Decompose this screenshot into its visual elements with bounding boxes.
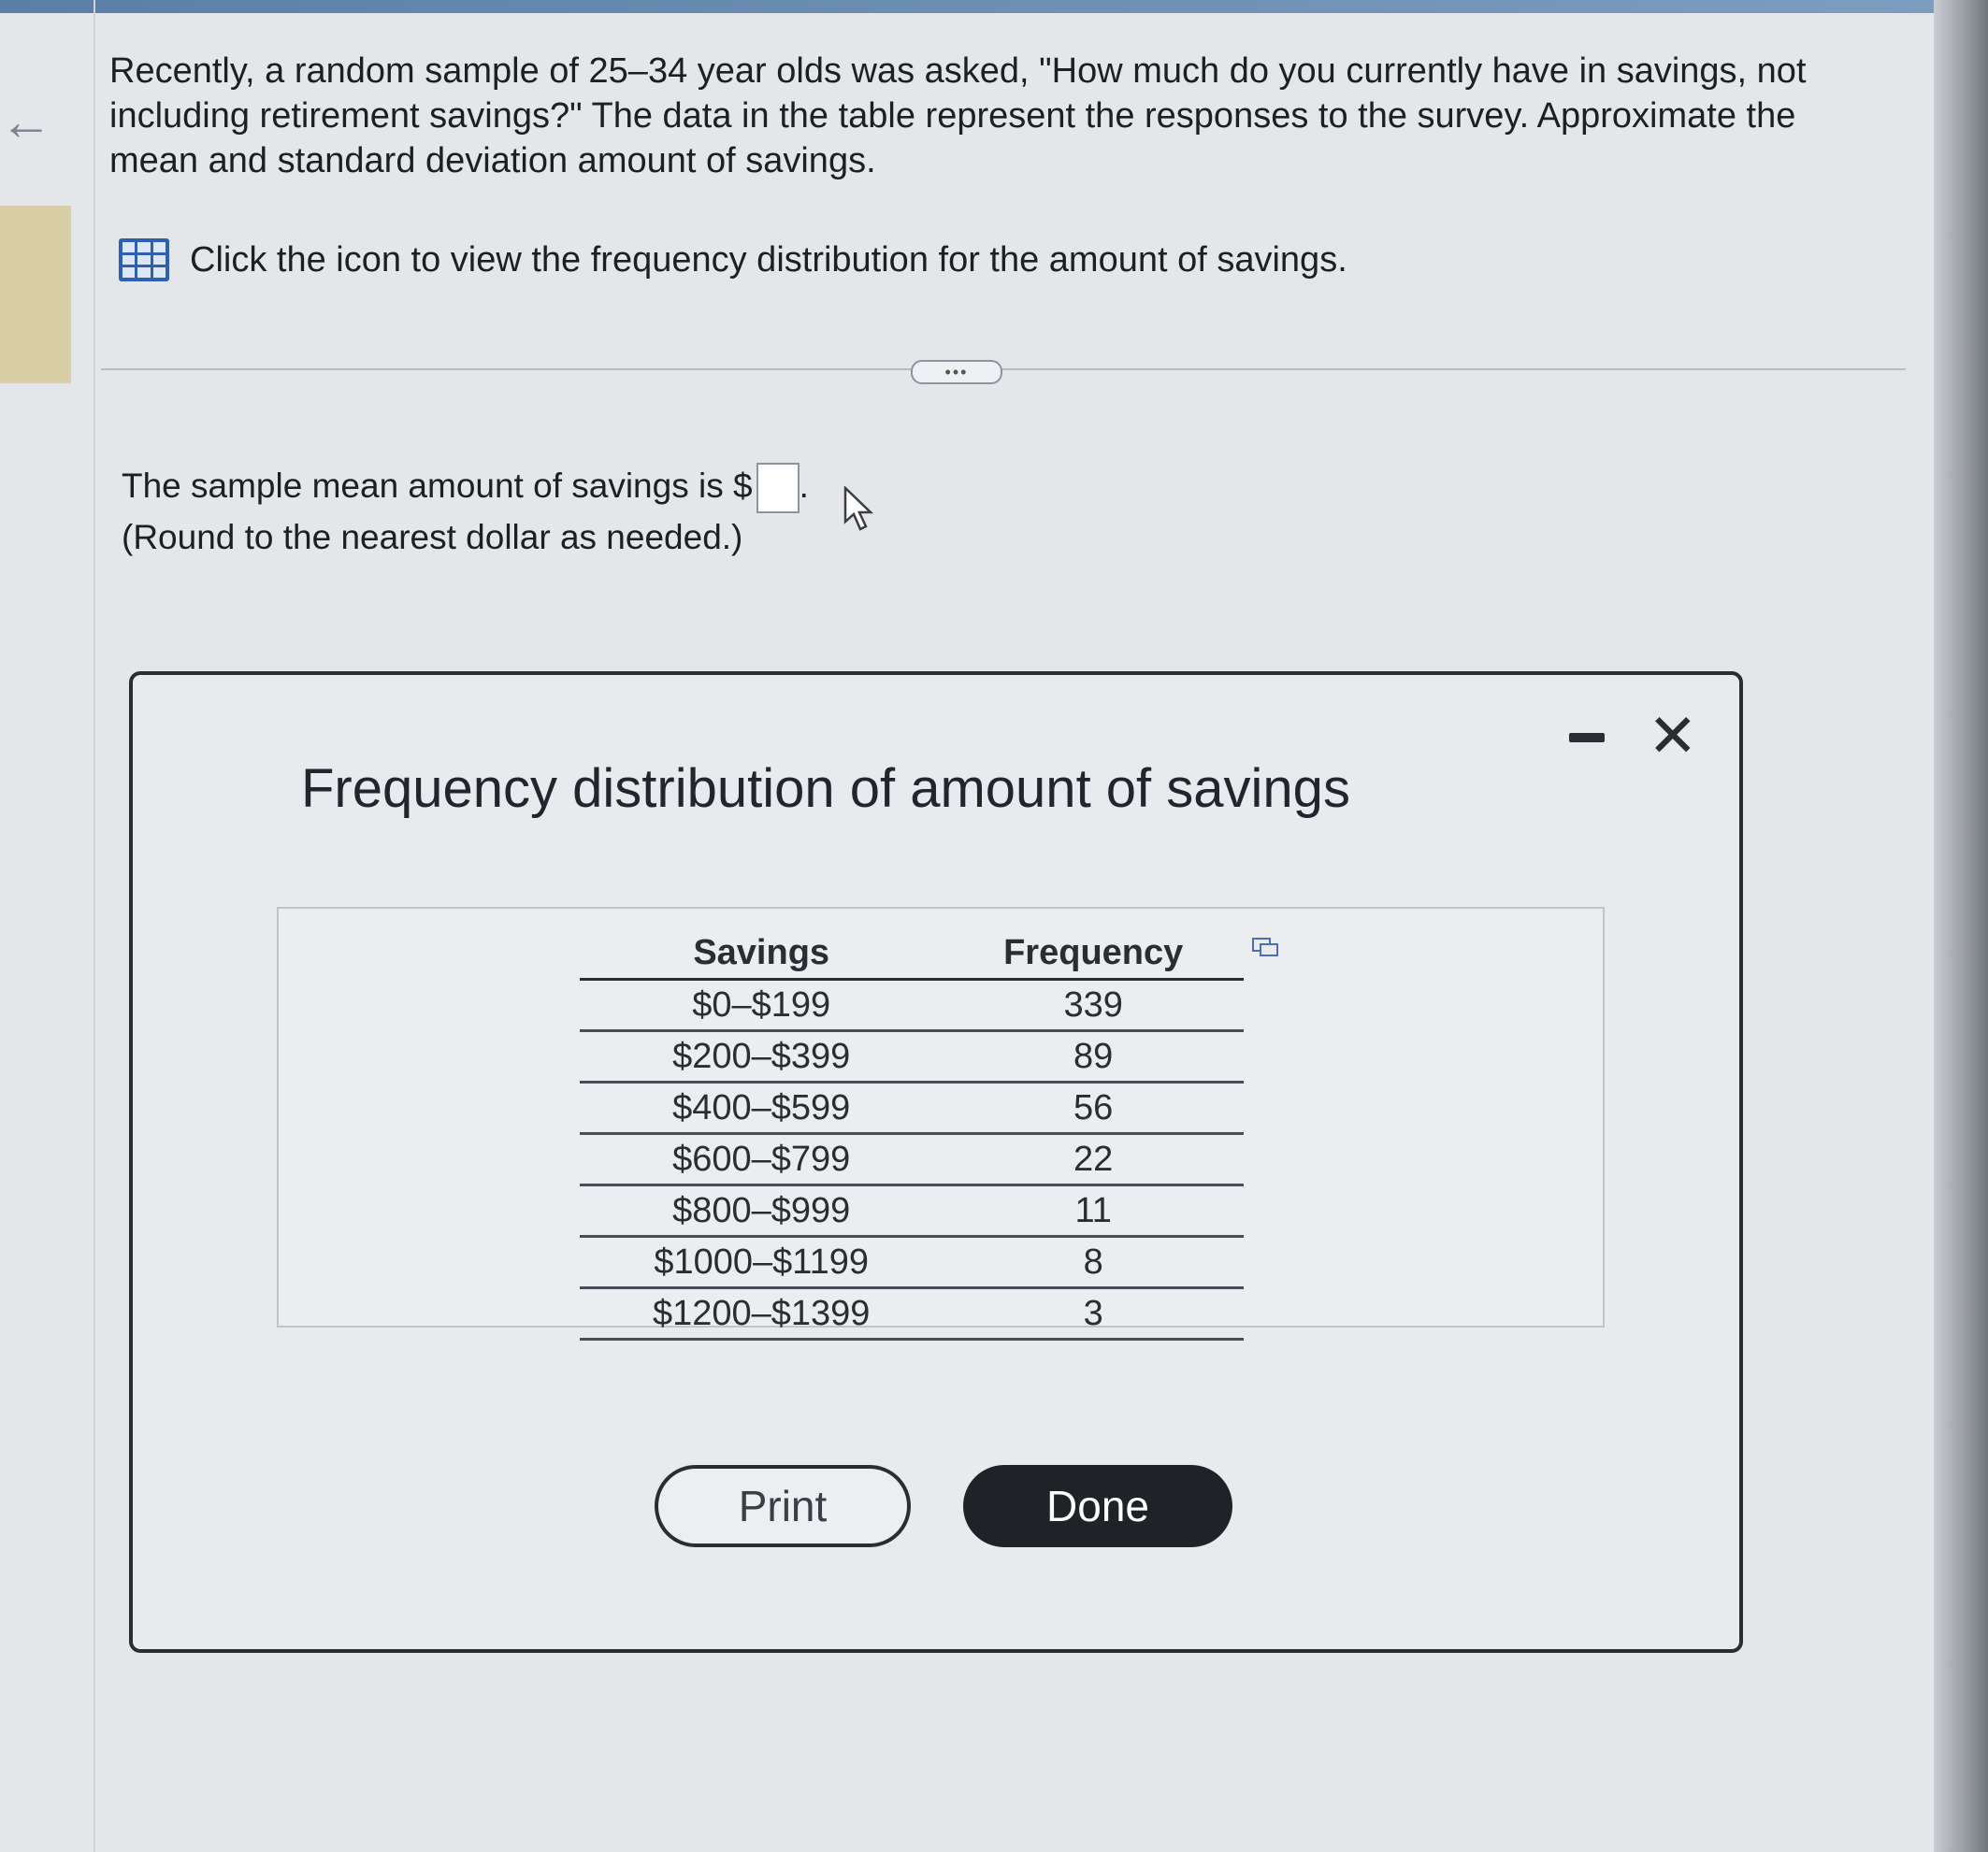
answer-suffix: .	[799, 467, 809, 505]
left-sidebar-tab[interactable]	[0, 206, 71, 383]
frequency-icon-row	[119, 234, 1347, 286]
close-icon[interactable]: ✕	[1648, 702, 1698, 769]
frequency-table	[580, 927, 1244, 1341]
back-arrow-icon[interactable]: ←	[0, 92, 52, 151]
print-button[interactable]: Print	[655, 1465, 911, 1547]
frequency-cell: 89	[943, 1031, 1244, 1083]
frequency-cell: 11	[943, 1185, 1244, 1237]
table-row	[580, 1185, 1244, 1237]
frequency-cell: 56	[943, 1083, 1244, 1134]
mouse-cursor-icon	[842, 486, 879, 533]
table-header-row	[580, 927, 1244, 980]
table-frame	[277, 907, 1605, 1333]
window-right-edge	[1934, 0, 1988, 1852]
table-row	[580, 980, 1244, 1031]
table-row	[580, 1134, 1244, 1185]
table-row	[580, 1031, 1244, 1083]
table-row	[580, 1237, 1244, 1288]
content-left-border	[94, 0, 95, 1852]
frequency-cell: 8	[943, 1237, 1244, 1288]
savings-cell: $400–$599	[580, 1083, 943, 1134]
savings-cell: $600–$799	[580, 1134, 943, 1185]
frequency-cell: 339	[943, 980, 1244, 1031]
savings-cell: $1200–$1399	[580, 1288, 943, 1340]
column-header-frequency: Frequency	[943, 927, 1244, 980]
question-text: Recently, a random sample of 25–34 year olds was asked, "How much do you currently have in savings, not including retirement savings?" The data in the table represent the responses to the survey. Approximate the mean and standard deviation amount of savings.	[109, 51, 1807, 180]
frequency-dialog	[129, 671, 1743, 1653]
minimize-icon[interactable]	[1569, 733, 1605, 742]
table-row	[580, 1083, 1244, 1134]
column-header-savings: Savings	[580, 927, 943, 980]
mean-answer-input[interactable]	[756, 463, 800, 513]
dialog-title: Frequency distribution of amount of savings	[301, 758, 1350, 819]
done-button[interactable]: Done	[963, 1465, 1232, 1547]
answer-line	[122, 462, 809, 513]
savings-cell: $200–$399	[580, 1031, 943, 1083]
icon-prompt-text: Click the icon to view the frequency distribution for the amount of savings.	[190, 239, 1347, 280]
answer-prefix: The sample mean amount of savings is $	[122, 467, 753, 505]
top-strip	[0, 0, 1988, 13]
savings-cell: $1000–$1199	[580, 1237, 943, 1288]
frequency-cell: 22	[943, 1134, 1244, 1185]
section-divider	[101, 368, 1906, 370]
table-row	[580, 1288, 1244, 1340]
copy-icon[interactable]	[1251, 937, 1279, 957]
rounding-instruction: (Round to the nearest dollar as needed.)	[122, 518, 743, 557]
savings-cell: $0–$199	[580, 980, 943, 1031]
answer-section	[122, 462, 809, 562]
more-options-button[interactable]: •••	[911, 360, 1002, 384]
table-grid-icon[interactable]	[119, 238, 169, 281]
frequency-cell: 3	[943, 1288, 1244, 1340]
savings-cell: $800–$999	[580, 1185, 943, 1237]
